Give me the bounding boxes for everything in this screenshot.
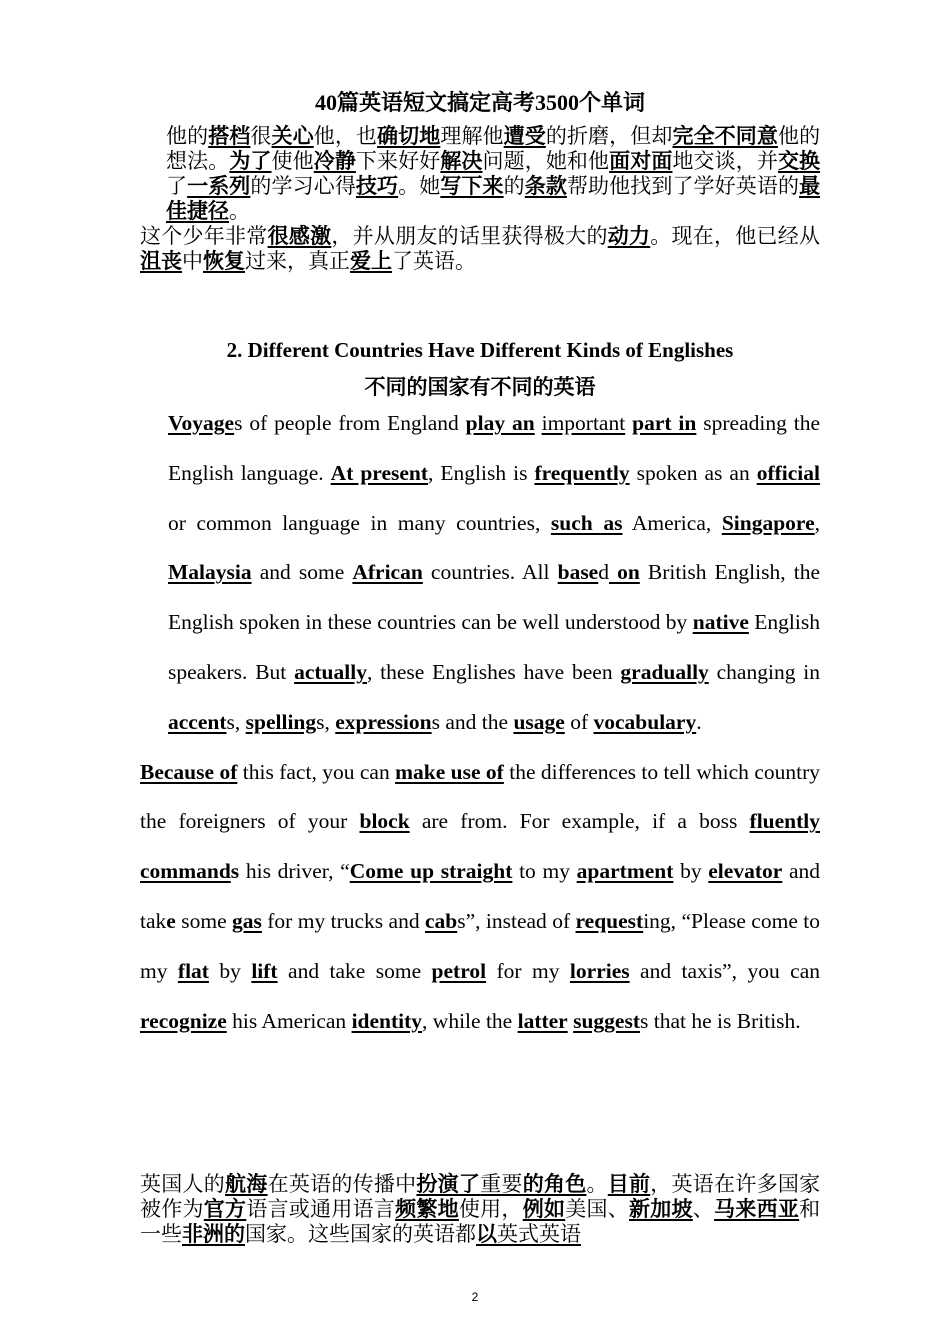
text-run: 这个少年非常	[140, 224, 268, 248]
underlined-text: 重要	[480, 1172, 523, 1196]
key-term: 技巧	[355, 174, 399, 198]
text-run: 。	[586, 1172, 608, 1196]
translation-paragraph	[140, 1172, 820, 1247]
key-term: 动力	[607, 224, 651, 248]
text-run: the differences to tell which country the foreigners of your	[140, 759, 821, 834]
text-run: ing, “Please come to my	[140, 908, 820, 983]
key-term: 官方	[203, 1197, 247, 1221]
text-run: 他，也	[313, 124, 378, 148]
key-term: fluently	[749, 809, 821, 834]
key-term: Voyage	[168, 411, 235, 435]
key-term: flat	[177, 958, 209, 983]
text-run: ，英语在许多国家被作为	[140, 1172, 821, 1221]
key-term: suggest	[573, 1008, 641, 1033]
text-run: 。她	[398, 174, 441, 198]
text-run: ，并从朋友的话里获得极大的	[331, 224, 608, 248]
key-term: African	[352, 560, 423, 585]
text-run: 他的想法。	[166, 124, 821, 173]
key-term: cab	[424, 908, 458, 933]
key-term: 很感激	[267, 224, 332, 248]
key-term: elevator	[708, 859, 783, 884]
section-heading: 2. Different Countries Have Different Kinds of Englishes	[226, 338, 734, 362]
section-heading-chinese: 不同的国家有不同的英语	[364, 375, 596, 399]
key-term: gas	[232, 908, 262, 933]
key-term: 马来西亚	[714, 1197, 800, 1221]
key-term: command	[140, 859, 231, 884]
key-term: 目前	[607, 1172, 651, 1196]
key-term: 确切地	[377, 124, 441, 148]
key-term: lift	[251, 958, 278, 983]
text-run: spreading the English language.	[168, 411, 821, 485]
text-run: and tak	[140, 859, 821, 933]
text-run: are from. For example, if a boss	[409, 809, 750, 834]
key-term: 爱上	[350, 249, 392, 273]
key-term: 非洲的	[182, 1222, 245, 1246]
key-term: spelling	[245, 709, 317, 734]
text-run: 地交谈，并	[672, 149, 778, 173]
key-term: such as	[550, 510, 623, 535]
key-term: 最佳捷径	[166, 174, 821, 223]
text-run: changing in	[708, 659, 820, 684]
key-term: 以	[476, 1222, 497, 1246]
translation-paragraph	[140, 224, 820, 274]
key-term: 写下来	[440, 174, 504, 198]
text-run: s of people from England	[234, 411, 466, 435]
text-run: .	[696, 709, 702, 734]
key-term: block	[359, 809, 410, 834]
key-term: petrol	[431, 958, 487, 983]
text-run: , these Englishes have been	[366, 659, 621, 684]
key-term: 完全不同意	[672, 124, 778, 148]
key-term: latter	[517, 1008, 568, 1033]
key-term: request	[575, 908, 644, 933]
text-run	[535, 411, 542, 435]
key-term: Come up straight	[349, 859, 513, 884]
text-run: 理解他	[440, 124, 504, 148]
text-run: and taxis”, you can	[629, 958, 820, 983]
key-term: 航海	[225, 1172, 268, 1196]
key-term: play an	[465, 411, 535, 435]
underlined-text: important	[541, 411, 626, 435]
passage-paragraph	[140, 748, 820, 1047]
text-run: s,	[226, 709, 246, 734]
key-term: At present	[330, 460, 429, 485]
key-term: base	[557, 560, 599, 585]
text-run: by	[208, 958, 252, 983]
document-title: 40篇英语短文搞定高考3500个单词	[314, 90, 645, 115]
text-run: 。现在，他已经从	[650, 224, 821, 248]
text-run: for my trucks and	[261, 908, 425, 933]
key-term: official	[756, 460, 820, 485]
key-term: accent	[168, 709, 227, 734]
page-number: 2	[471, 1290, 479, 1304]
key-term: Malaysia	[168, 560, 252, 585]
key-term: part in	[632, 411, 697, 435]
key-term: 的角色	[522, 1172, 587, 1196]
key-term: 交换	[777, 149, 821, 173]
text-run: spoken as an	[629, 460, 757, 485]
key-term: Singapore	[721, 510, 815, 535]
key-term: lorries	[569, 958, 630, 983]
text-run: 的	[503, 174, 525, 198]
key-term: usage	[513, 709, 565, 734]
text-run: 国家。这些国家的英语都	[245, 1222, 476, 1246]
key-term: 沮丧	[140, 249, 182, 273]
key-term: 恢复	[203, 249, 245, 273]
text-run: 下来好好	[355, 149, 441, 173]
text-run: , English is	[428, 460, 535, 485]
text-run: 。	[229, 199, 250, 223]
key-term: gradually	[620, 659, 709, 684]
text-run: of	[564, 709, 594, 734]
text-run: and take some	[277, 958, 432, 983]
text-run: 和一些	[140, 1197, 821, 1246]
bold-text: s	[230, 859, 240, 884]
text-run: 的学习心得	[250, 174, 356, 198]
key-term: 关心	[271, 124, 314, 148]
text-run: 帮助他找到了学好英语的	[566, 174, 800, 198]
text-run: to my	[512, 859, 577, 884]
previous-translation	[140, 124, 820, 274]
text-run: some	[175, 908, 232, 933]
key-term: 一系列	[187, 174, 251, 198]
text-run: s and the	[431, 709, 514, 734]
text-run: 他的	[166, 124, 209, 148]
text-run: 过来，真正	[245, 249, 350, 273]
text-run: or common language in many countries,	[168, 510, 551, 535]
key-term: 遭受	[503, 124, 546, 148]
key-term: recognize	[140, 1008, 227, 1033]
text-run: British English, the English spoken in these countries can be well understood by	[168, 560, 820, 635]
text-run: his American	[226, 1008, 352, 1033]
key-term: 搭档	[208, 124, 251, 148]
key-term: frequently	[534, 460, 630, 485]
key-term: make use of	[395, 759, 504, 784]
text-run: countries. All	[422, 560, 558, 585]
key-term: 扮演了	[416, 1172, 481, 1196]
key-term: expression	[335, 709, 432, 734]
key-term: 解决	[440, 149, 483, 173]
text-run: 美国、	[565, 1197, 629, 1221]
key-term: vocabulary	[593, 709, 697, 734]
text-run: 使他	[271, 149, 314, 173]
key-term: 面对面	[609, 149, 673, 173]
text-run: 使用，	[458, 1197, 523, 1221]
text-run: s that he is British.	[640, 1008, 801, 1033]
bold-text: e	[166, 908, 176, 933]
english-passage	[140, 399, 820, 1046]
key-term: apartment	[576, 859, 674, 884]
text-run: 很	[250, 124, 272, 148]
key-term: 条款	[524, 174, 567, 198]
key-term: 冷静	[313, 149, 356, 173]
text-run: d	[598, 560, 609, 585]
text-run: this fact, you can	[237, 759, 396, 784]
text-run: s”, instead of	[457, 908, 576, 933]
key-term: 例如	[522, 1197, 566, 1221]
text-run: , while the	[422, 1008, 518, 1033]
key-term: native	[692, 610, 749, 635]
text-run: and some	[251, 560, 353, 585]
text-run: 语言或通用语言	[246, 1197, 396, 1221]
text-run: 问题，她和他	[482, 149, 610, 173]
key-term: actually	[294, 659, 367, 684]
underlined-text: 英式英语	[497, 1222, 581, 1246]
text-run: 英国人的	[140, 1172, 226, 1196]
text-run: by	[673, 859, 709, 884]
text-run: 在英语的传播中	[267, 1172, 417, 1196]
text-run: his driver, “	[239, 859, 350, 884]
text-run: 了英语。	[392, 249, 476, 273]
text-run: ,	[814, 510, 820, 535]
text-run: s,	[316, 709, 336, 734]
key-term: 频繁地	[395, 1197, 459, 1221]
text-run: 中	[182, 249, 203, 273]
text-run: America,	[622, 510, 722, 535]
translation-paragraph	[140, 124, 820, 224]
passage-translation	[140, 1172, 820, 1247]
text-run: 的折磨，但却	[545, 124, 673, 148]
text-run: for my	[486, 958, 570, 983]
key-term: Because of	[140, 759, 238, 784]
passage-paragraph	[140, 399, 820, 748]
key-term: identity	[351, 1008, 423, 1033]
text-run: English speakers. But	[168, 610, 820, 684]
text-run: 了	[166, 174, 188, 198]
key-term: 为了	[229, 149, 272, 173]
key-term: on	[608, 560, 640, 585]
text-run: 、	[692, 1197, 715, 1221]
key-term: 新加坡	[629, 1197, 693, 1221]
